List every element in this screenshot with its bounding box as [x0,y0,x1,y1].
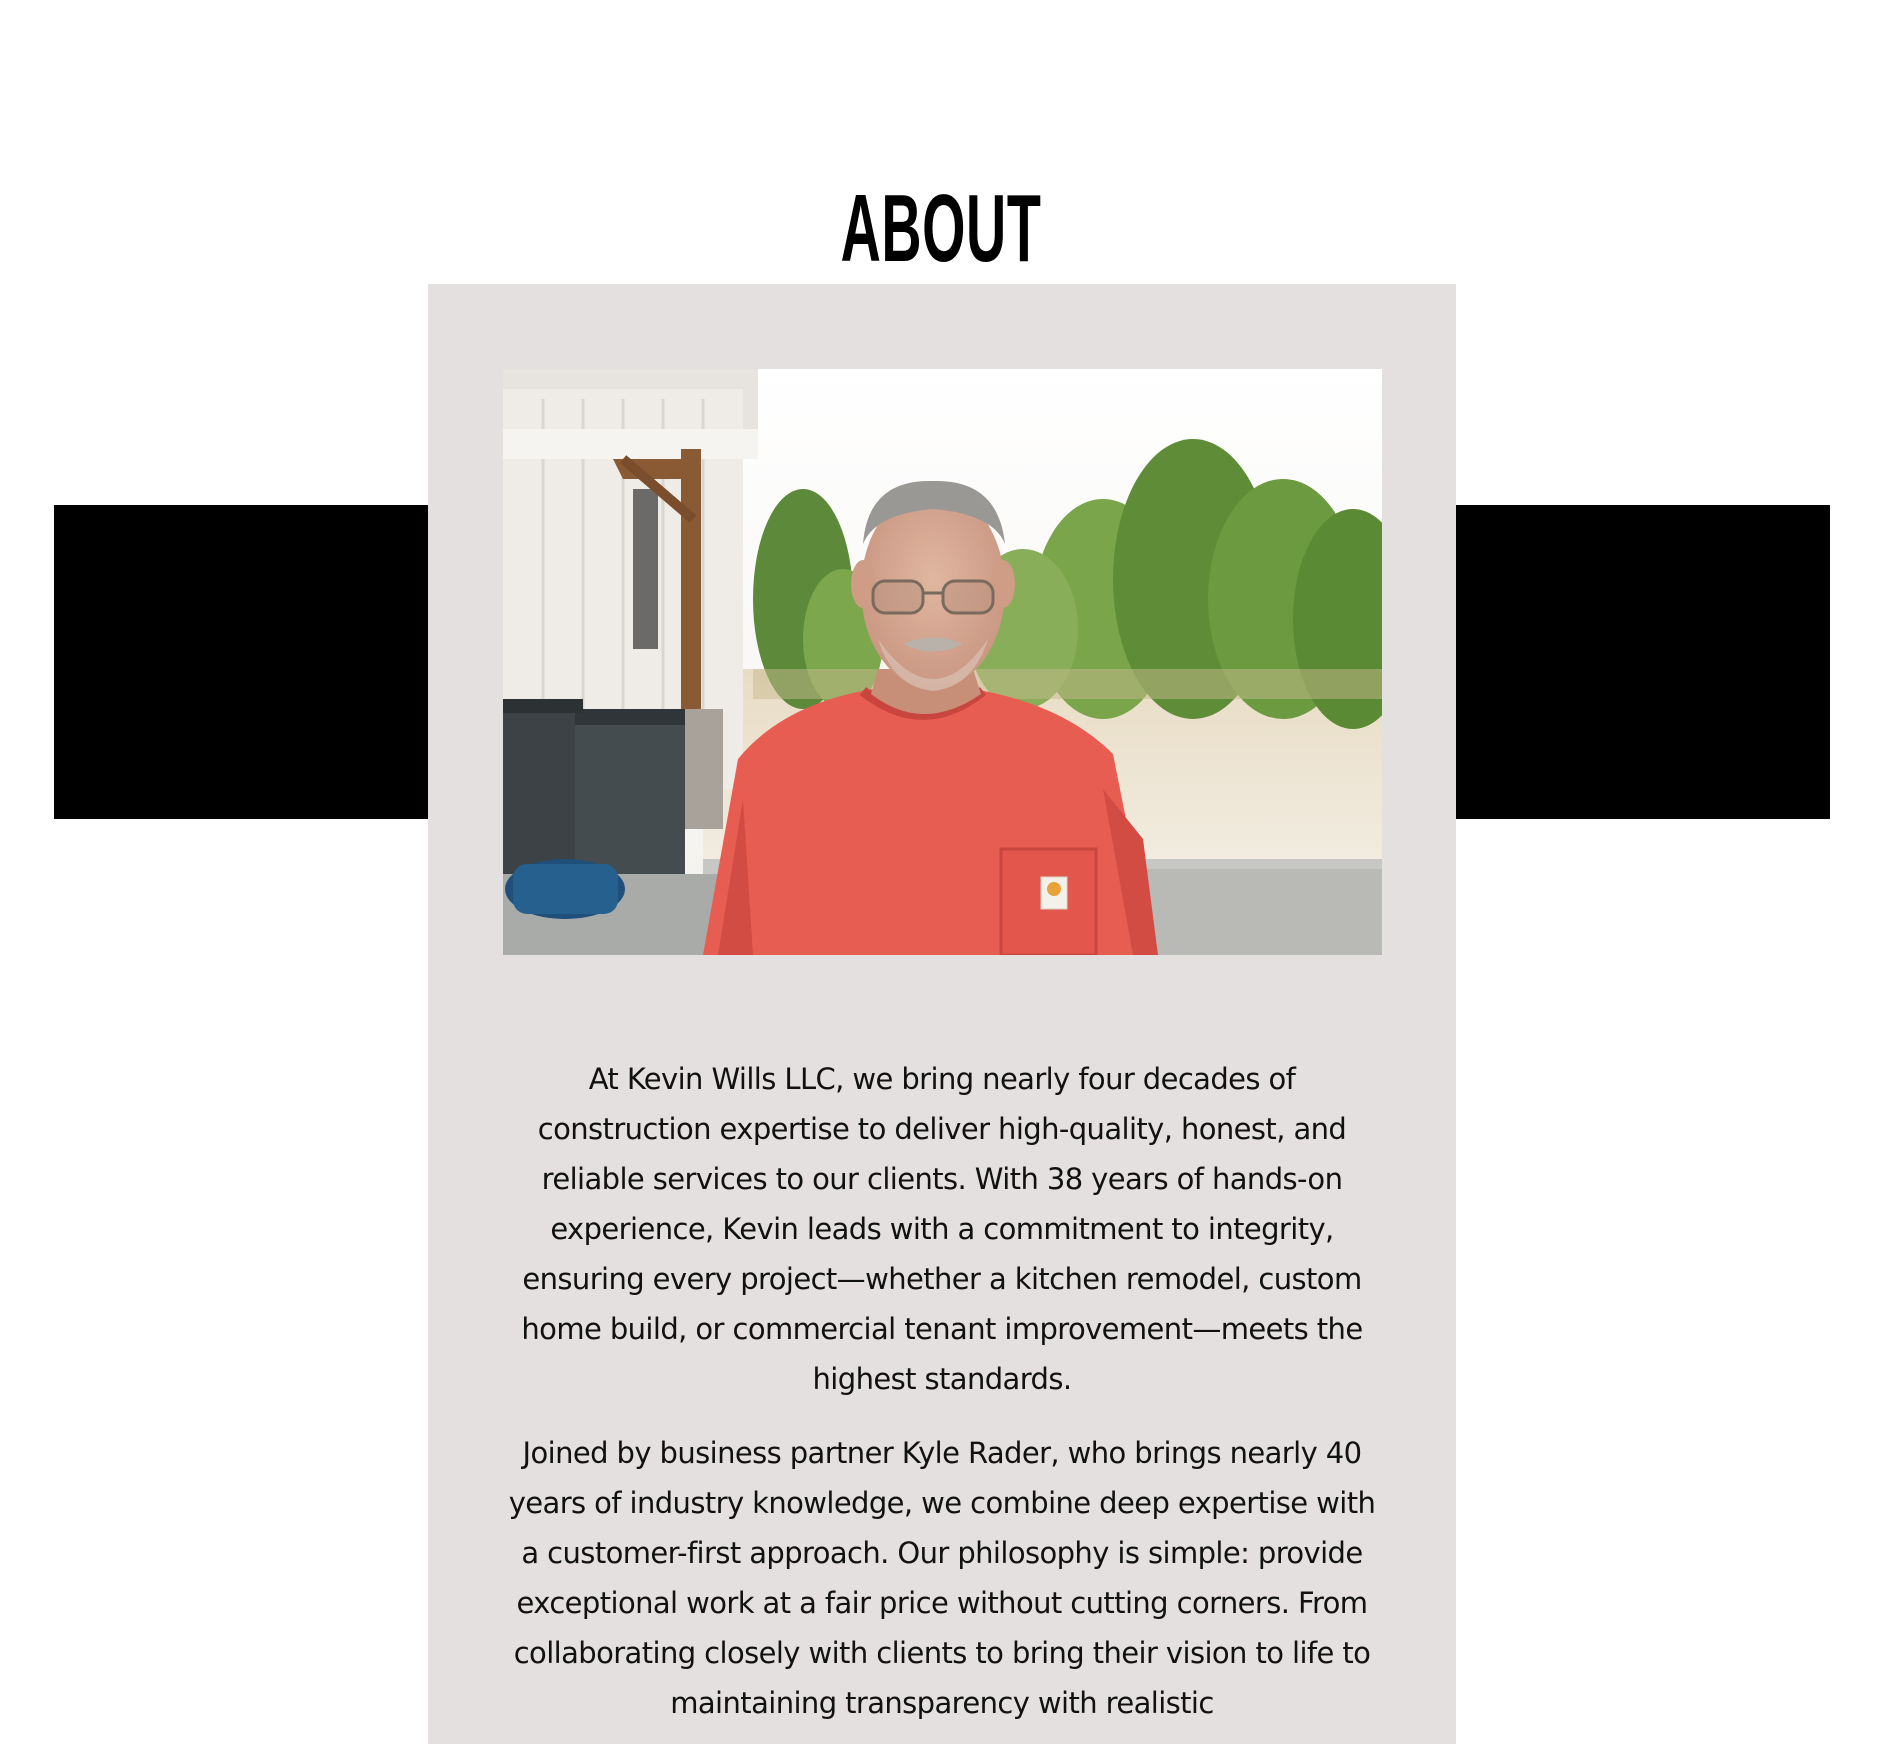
owner-photo [503,369,1382,955]
about-paragraph: Joined by business partner Kyle Rader, who brings nearly 40 years of industry knowledge, we combine deep expertise with a customer-first approach. Our philosophy is simple: provide exceptional work at a fair price without cutting corners. From collaborating closely with clients to bring their vision to life to maintaining transparency with realistic [508,1436,1376,1720]
about-card [428,284,1456,1744]
right-black-band [1455,505,1830,819]
about-body [498,1054,1386,1752]
section-title: ABOUT [840,175,1042,283]
left-black-band [54,505,429,819]
about-paragraph: At Kevin Wills LLC, we bring nearly four decades of construction expertise to deliver high-quality, honest, and reliable services to our clients. With 38 years of hands-on experience, Kevin leads with a commitment to integrity, ensuring every project—whether a kitchen remodel, custom home build, or commercial tenant improvement—meets the highest standards. [521,1062,1363,1396]
